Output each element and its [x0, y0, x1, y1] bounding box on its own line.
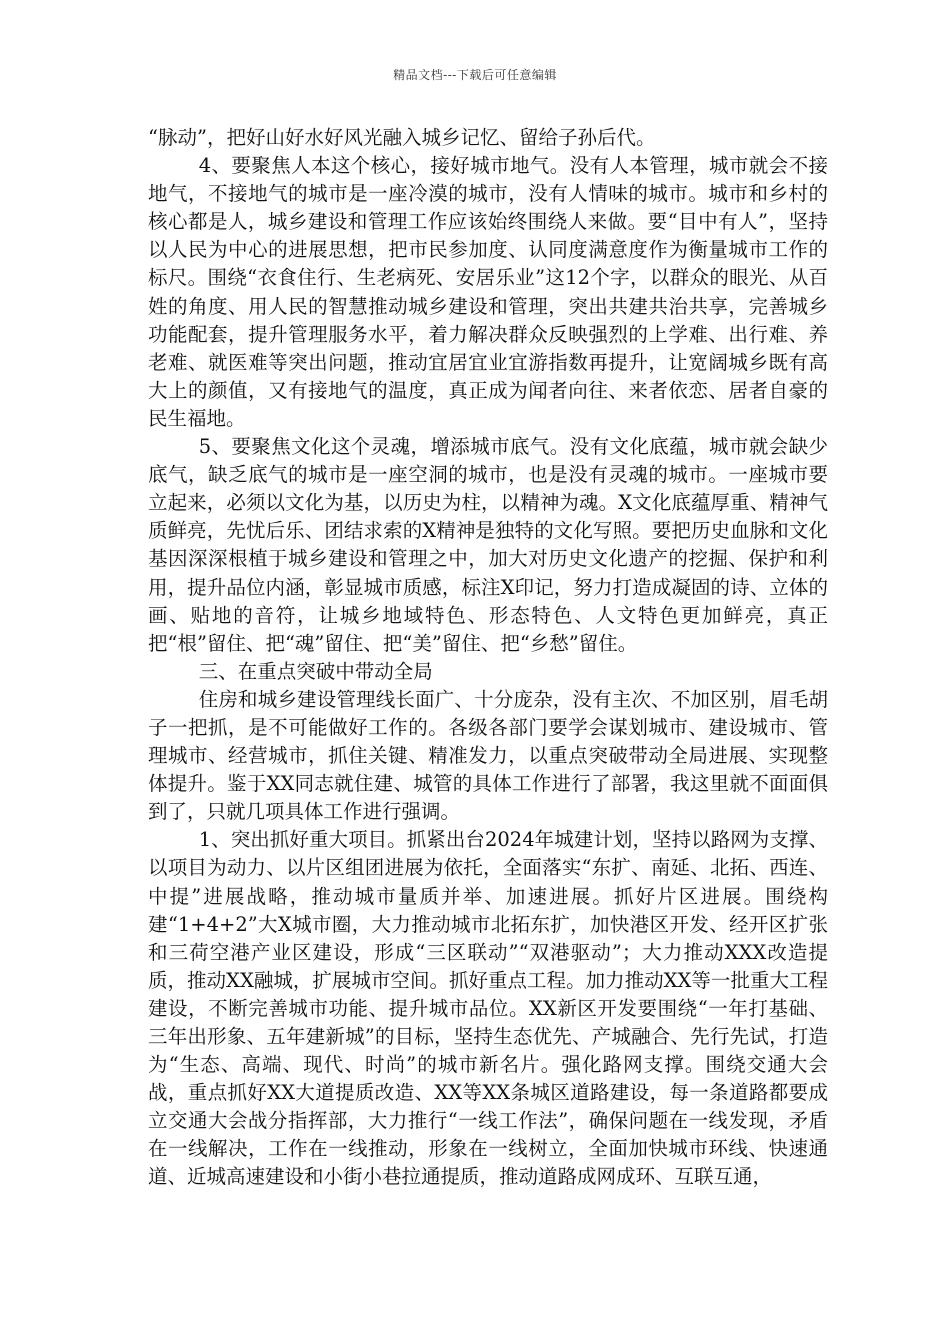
section-heading-3: 三、在重点突破中带动全局 — [198, 659, 433, 683]
page-header: 精品文档---下载后可任意编辑 — [393, 68, 557, 82]
paragraph-item-5: 5、要聚焦文化这个灵魂，增添城市底气。没有文化底蕴，城市就会缺少底气，缺乏底气的城市是一座空洞的城市，也是没有灵魂的城市。一座城市要立起来，必须以文化为基，以历史为柱，以精神为魂。X文化底蕴厚重、精神气质鲜亮，先忧后乐、团结求索的X精神是独特的文化写照。要把历史血脉和文化基因深深根植于城乡建设和管理之中，加大对历史文化遗产的挖掘、保护和利用，提升品位内涵，彰显城市质感，标注X印记，努力打造成凝固的诗、立体的画、贴地的音符，让城乡地域特色、形态特色、人文特色更加鲜亮，真正把“根”留住、把“魂”留住、把“美”留住、把“乡愁”留住。 — [148, 435, 828, 655]
document-body — [148, 124, 828, 1192]
paragraph-item-4: 4、要聚焦人本这个核心，接好城市地气。没有人本管理，城市就会不接地气，不接地气的城市是一座冷漠的城市，没有人情味的城市。城市和乡村的核心都是人，城乡建设和管理工作应该始终围绕人来做。要“目中有人”，坚持以人民为中心的进展思想，把市民参加度、认同度满意度作为衡量城市工作的标尺。围绕“衣食住行、生老病死、安居乐业”这12个字，以群众的眼光、从百姓的角度、用人民的智慧推动城乡建设和管理，突出共建共治共享，完善城乡功能配套，提升管理服务水平，着力解决群众反映强烈的上学难、出行难、养老难、就医难等突出问题，推动宜居宜业宜游指数再提升，让宽阔城乡既有高大上的颜值，又有接地气的温度，真正成为闻者向往、来者依恋、居者自豪的民生福地。 — [148, 154, 828, 430]
paragraph-item-1: 1、突出抓好重大项目。抓紧出台2024年城建计划，坚持以路网为支撑、以项目为动力、以片区组团进展为依托，全面落实“东扩、南延、北拓、西连、中提”进展战略，推动城市量质并举、加速进展。抓好片区进展。围绕构建“1+4+2”大X城市圈，大力推动城市北拓东扩，加快港区开发、经开区扩张和三荷空港产业区建设，形成“三区联动”“双港驱动”；大力推动XXX改造提质，推动XX融城，扩展城市空间。抓好重点工程。加力推动XX等一批重大工程建设，不断完善城市功能、提升城市品位。XX新区开发要围绕“一年打基础、三年出形象、五年建新城”的目标，坚持生态优先、产城融合、先行先试，打造为“生态、高端、现代、时尚”的城市新名片。强化路网支撑。围绕交通大会战，重点抓好XX大道提质改造、XX等XX条城区道路建设，每一条道路都要成立交通大会战分指挥部，大力推行“一线工作法”，确保问题在一线发现，矛盾在一线解决，工作在一线推动，形象在一线树立，全面加快城市环线、快速通道、近城高速建设和小街小巷拉通提质，推动道路成网成环、互联互通， — [148, 828, 828, 1189]
paragraph-section-intro: 住房和城乡建设管理线长面广、十分庞杂，没有主次、不加区别，眉毛胡子一把抓，是不可能做好工作的。各级各部门要学会谋划城市、建设城市、管理城市、经营城市，抓住关键、精准发力，以重点突破带动全局进展、实现整体提升。鉴于XX同志就住建、城管的具体工作进行了部署，我这里就不面面俱到了，只就几项具体工作进行强调。 — [148, 687, 828, 824]
paragraph-continuation: “脉动”，把好山好水好风光融入城乡记忆、留给子孙后代。 — [148, 126, 656, 149]
